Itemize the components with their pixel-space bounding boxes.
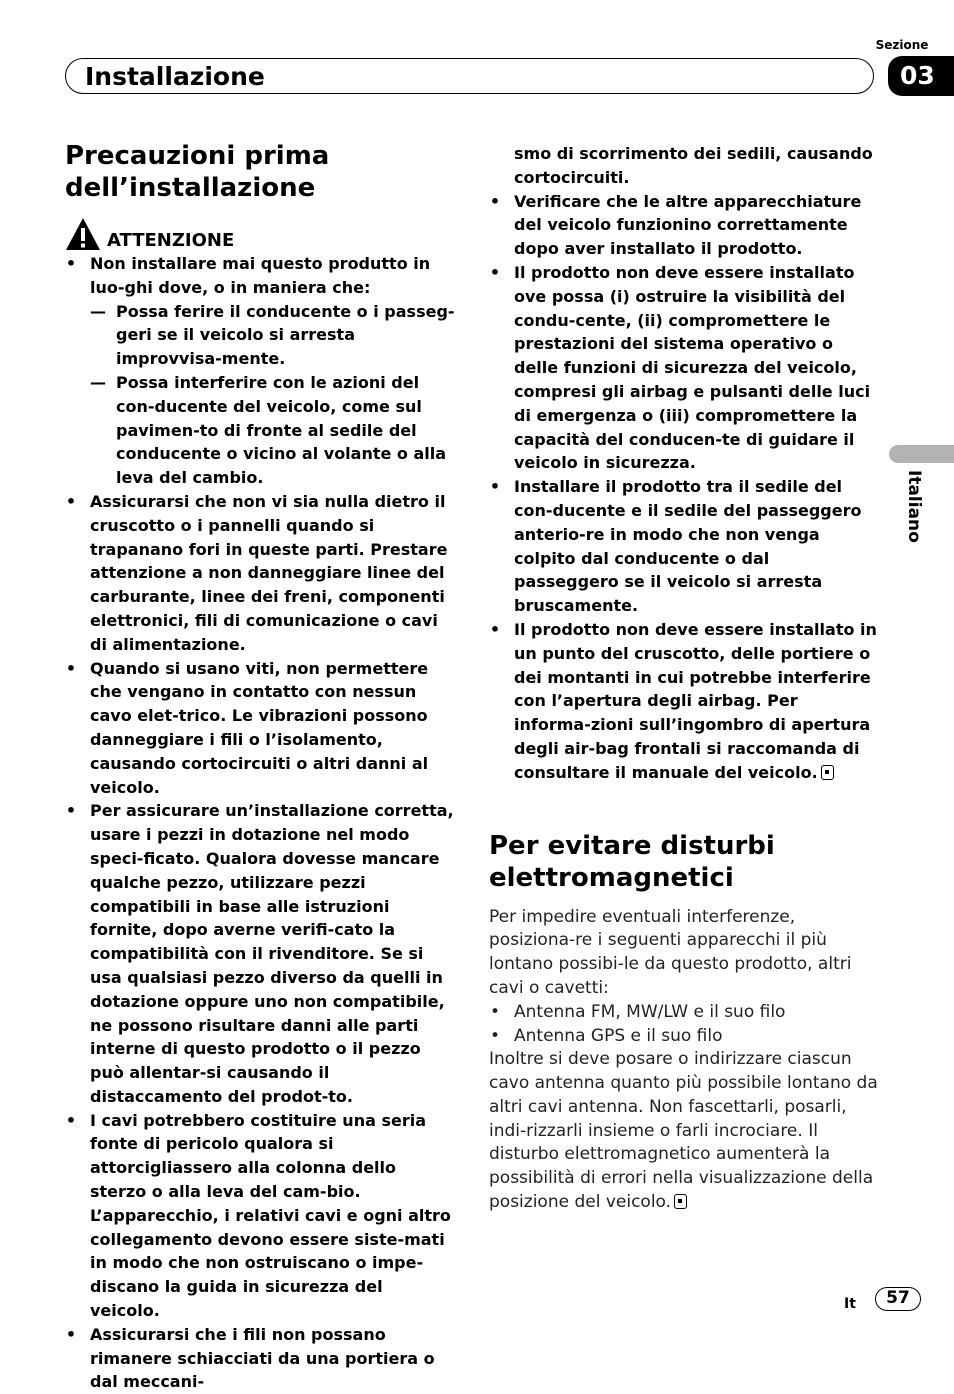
bullet-icon: • <box>489 1001 501 1022</box>
list-item-text: Per assicurare un’installazione corretta, usare i pezzi in dotazione nel modo speci-ficato. Qualora dovesse mancare qualche pezzo, utilizzare pezzi compatibili in base alle istruzioni fornite, dopo averne verifi-cato la compatibilità con il rivenditore. Se si usa qualsiasi pezzo diverso da quelli in dotazione oppure uno non compatibile, ne possono risultare danni alle parti interne di questo prodotto o il pezzo può allentar-si causando il distaccamento del prodot-to. <box>90 801 454 1106</box>
list-item <box>489 1001 879 1025</box>
section-title-line: elettromagnetici <box>489 862 734 893</box>
list-item-text: Assicurarsi che non vi sia nulla dietro il cruscotto o i pannelli quando si trapanano fori in queste parti. Prestare attenzione a non danneggiare linee del carburante, linee dei freni, componenti elettronici, fili di comunicazione o cavi di alimentazione. <box>90 491 448 654</box>
precautions-list-continued <box>489 142 879 785</box>
list-item-text: Non installare mai questo produtto in luo-ghi dove, o in maniera che: <box>90 254 431 297</box>
list-item-text: Antenna FM, MW/LW e il suo filo <box>514 1001 786 1022</box>
section-title-line: dell’installazione <box>65 173 316 203</box>
chapter-title: Installazione <box>85 62 265 91</box>
section-emi <box>489 830 879 1215</box>
list-item-text: Installare il prodotto tra il sedile del con-ducente e il sedile del passeggero anterio-re in modo che non venga colpito dal conducente o dal passeggero se il veicolo si arresta bruscamente. <box>514 477 862 616</box>
list-item <box>65 490 455 657</box>
section-title-precautions <box>65 140 455 204</box>
intro-paragraph: Per impedire eventuali interferenze, posiziona-re i seguenti apparecchi il più lontano possibi-le da questo prodotto, altri cavi o cavetti: <box>489 906 852 998</box>
warning-label: ATTENZIONE <box>107 230 235 251</box>
sub-list-item-text: Possa ferire il conducente o i passeg-geri se il veicolo si arresta improvvisa-mente. <box>116 301 455 369</box>
language-tab <box>889 445 954 463</box>
precautions-list <box>65 252 455 1394</box>
bullet-icon: • <box>65 1324 77 1344</box>
list-item-text: Assicurarsi che i fili non possano rimanere schiacciati da una portiera o dal meccani- <box>90 1324 435 1392</box>
sub-list-item-text: Possa interferire con le azioni del con-ducente del veicolo, come sul pavimen-to di fronte al sedile del conducente o vicino al volante o alla leva del cambio. <box>116 372 447 488</box>
end-of-section-icon <box>674 1194 687 1209</box>
section-title-line: Per evitare disturbi <box>489 830 775 861</box>
list-item <box>489 475 879 618</box>
list-item-text: Verificare che le altre apparecchiature del veicolo funzionino correttamente dopo aver installato il prodotto. <box>514 191 862 259</box>
footer-language-code: It <box>844 1296 856 1312</box>
list-item-text: Antenna GPS e il suo filo <box>514 1025 723 1046</box>
sub-list-item <box>65 300 455 371</box>
section-title-emi <box>489 830 879 894</box>
warning-heading <box>65 212 455 252</box>
list-item <box>489 190 879 261</box>
end-of-section-icon <box>821 765 834 780</box>
list-item <box>65 1323 455 1394</box>
bullet-icon: • <box>65 491 77 511</box>
list-item-text: Il prodotto non deve essere installato ove possa (i) ostruire la visibilità del condu-cente, (ii) compromettere le prestazioni del sistema operativo o delle funzioni di sicurezza del veicolo, compresi gli airbag e pulsanti delle luci di emergenza o (iii) compromettere la capacità del conducen-te di guidare il veicolo in sicurezza. <box>514 262 871 473</box>
bullet-icon: • <box>65 801 77 821</box>
right-column <box>489 142 879 1215</box>
list-item <box>65 252 455 300</box>
bullet-icon: • <box>489 477 501 497</box>
language-tab-label: Italiano <box>904 470 924 543</box>
bullet-icon: • <box>489 1025 501 1046</box>
list-item <box>65 799 455 1108</box>
list-item <box>489 261 879 475</box>
list-item-continuation: smo di scorrimento dei sedili, causando cortocircuiti. <box>514 144 873 187</box>
list-item-text: Il prodotto non deve essere installato in un punto del cruscotto, delle portiere o dei montanti in cui potrebbe interferire con l’apertura degli airbag. Per informa-zioni sull’ingombro di apertura degli air-bag frontali si raccomanda di consultare il manuale del veicolo. <box>514 619 877 782</box>
list-item <box>65 657 455 800</box>
section-title-line: Precauzioni prima <box>65 141 330 171</box>
section-label: Sezione <box>875 38 929 52</box>
list-item <box>489 618 879 785</box>
bullet-icon: • <box>65 1110 77 1130</box>
warning-triangle-icon <box>65 216 101 252</box>
dash-icon: — <box>90 372 106 392</box>
dash-icon: — <box>90 301 106 321</box>
paragraph-text: Inoltre si deve posare o indirizzare ciascun cavo antenna quanto più possibile lontano da altri cavi antenna. Non fascettarli, posarli, indi-rizzarli insieme o farli incrociare. Il disturbo elettromagnetico aumenterà la possibilità di errori nella visualizzazione della posizione del veicolo. <box>489 1049 878 1213</box>
list-item-text: I cavi potrebbero costituire una seria fonte di pericolo qualora si attorcigliassero alla colonna dello sterzo o alla leva del cam-bio. L’apparecchio, i relativi cavi e ogni altro collegamento devono essere siste-mati in modo che non ostruiscano o impe-discano la guida in sicurezza del veicolo. <box>90 1110 451 1321</box>
bullet-icon: • <box>489 191 501 211</box>
bullet-icon: • <box>65 658 77 678</box>
body-paragraph <box>489 1048 879 1215</box>
chapter-header <box>65 58 874 94</box>
bullet-icon: • <box>65 254 77 273</box>
sub-list-item <box>65 371 455 490</box>
left-column <box>65 140 455 1394</box>
bullet-icon: • <box>489 619 501 639</box>
bullet-icon: • <box>489 262 501 282</box>
section-number-badge: 03 <box>888 56 954 96</box>
section-body <box>489 906 879 1215</box>
list-item-text: Quando si usano viti, non permettere che vengano in contatto con nessun cavo elet-trico. Le vibrazioni possono danneggiare i fili o l’isolamento, causando cortocircuiti o altri danni al veicolo. <box>90 658 429 797</box>
list-item <box>65 1109 455 1323</box>
list-item <box>489 1025 879 1049</box>
page-number: 57 <box>875 1287 921 1311</box>
